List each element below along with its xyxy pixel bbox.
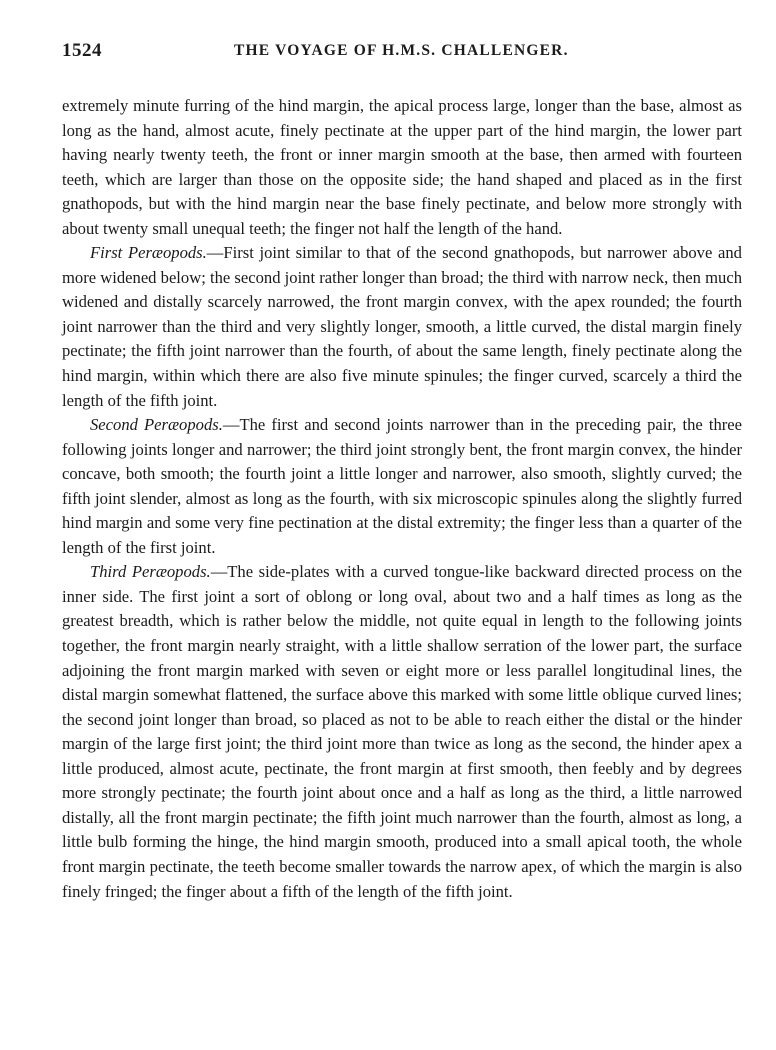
running-title: THE VOYAGE OF H.M.S. CHALLENGER. <box>234 42 569 59</box>
paragraph-text: extremely minute furring of the hind margin, the apical process large, longer than the base, almost as long as the hand, almost acute, finely pectinate at the upper part of the hind margin, the lower part having nearly twenty teeth, the front or inner margin smooth at the base, then armed with fourteen teeth, which are larger than those on the opposite side; the hand shaped and placed as in the first gnathopods, but with the hind margin near the base finely pectinate, and below more strongly with about twenty small unequal teeth; the finger not half the length of the hand. <box>62 96 742 238</box>
paragraph-continuation <box>62 94 742 241</box>
page-header <box>62 40 742 72</box>
page <box>62 40 742 904</box>
paragraph-heading: Third Peræopods. <box>90 562 211 582</box>
paragraph-text: —The side-plates with a curved tongue-like backward directed process on the inner side. The first joint a sort of oblong or long oval, about two and a half times as long as the greatest breadth, which is rather below the middle, not quite equal in length to the following joints together, the front margin nearly straight, with a little shallow serration of the lower part, the surface adjoining the front margin marked with seven or eight more or less parallel longitudinal lines, the distal margin somewhat flattened, the surface above this marked with some little oblique curved lines; the second joint longer than broad, so placed as not to be able to reach either the distal or the hinder margin of the large first joint; the third joint more than twice as long as the second, the hinder apex a little produced, almost acute, pectinate, the front margin at first smooth, then feebly and by degrees more strongly pectinate; the fourth joint about once and a half as long as the third, a little narrowed distally, all the front margin pectinate; the fifth joint much narrower than the fourth, almost as long, a little bulb forming the hinge, the hind margin smooth, produced into a small apical tooth, the whole front margin pectinate, the teeth become smaller towards the narrow apex, of which the margin is also finely fringed; the finger about a fifth of the length of the fifth joint. <box>62 562 743 901</box>
paragraph-second-peraeopods <box>62 413 742 560</box>
body-text <box>62 94 742 904</box>
paragraph-heading: Second Peræopods. <box>90 415 223 435</box>
paragraph-third-peraeopods <box>62 560 742 904</box>
paragraph-heading: First Peræopods. <box>90 243 207 263</box>
paragraph-first-peraeopods <box>62 241 742 413</box>
page-number: 1524 <box>62 40 102 61</box>
paragraph-text: —First joint similar to that of the second gnathopods, but narrower above and more widened below; the second joint rather longer than broad; the third with narrow neck, then much widened and distally scarcely narrowed, the front margin convex, with the apex rounded; the fourth joint narrower than the third and very slightly longer, smooth, a little curved, the distal margin finely pectinate; the fifth joint narrower than the fourth, of about the same length, finely pectinate along the hind margin, within which there are also five minute spinules; the finger curved, scarcely a third the length of the fifth joint. <box>62 243 742 410</box>
paragraph-text: —The first and second joints narrower than in the preceding pair, the three following joints longer and narrower; the third joint strongly bent, the front margin convex, the hinder concave, both smooth; the fourth joint a little longer and narrower, also smooth, slightly curved; the fifth joint slender, almost as long as the fourth, with six microscopic spinules along the slightly furred hind margin and some very fine pectination at the distal extremity; the finger less than a quarter of the length of the first joint. <box>62 415 743 557</box>
